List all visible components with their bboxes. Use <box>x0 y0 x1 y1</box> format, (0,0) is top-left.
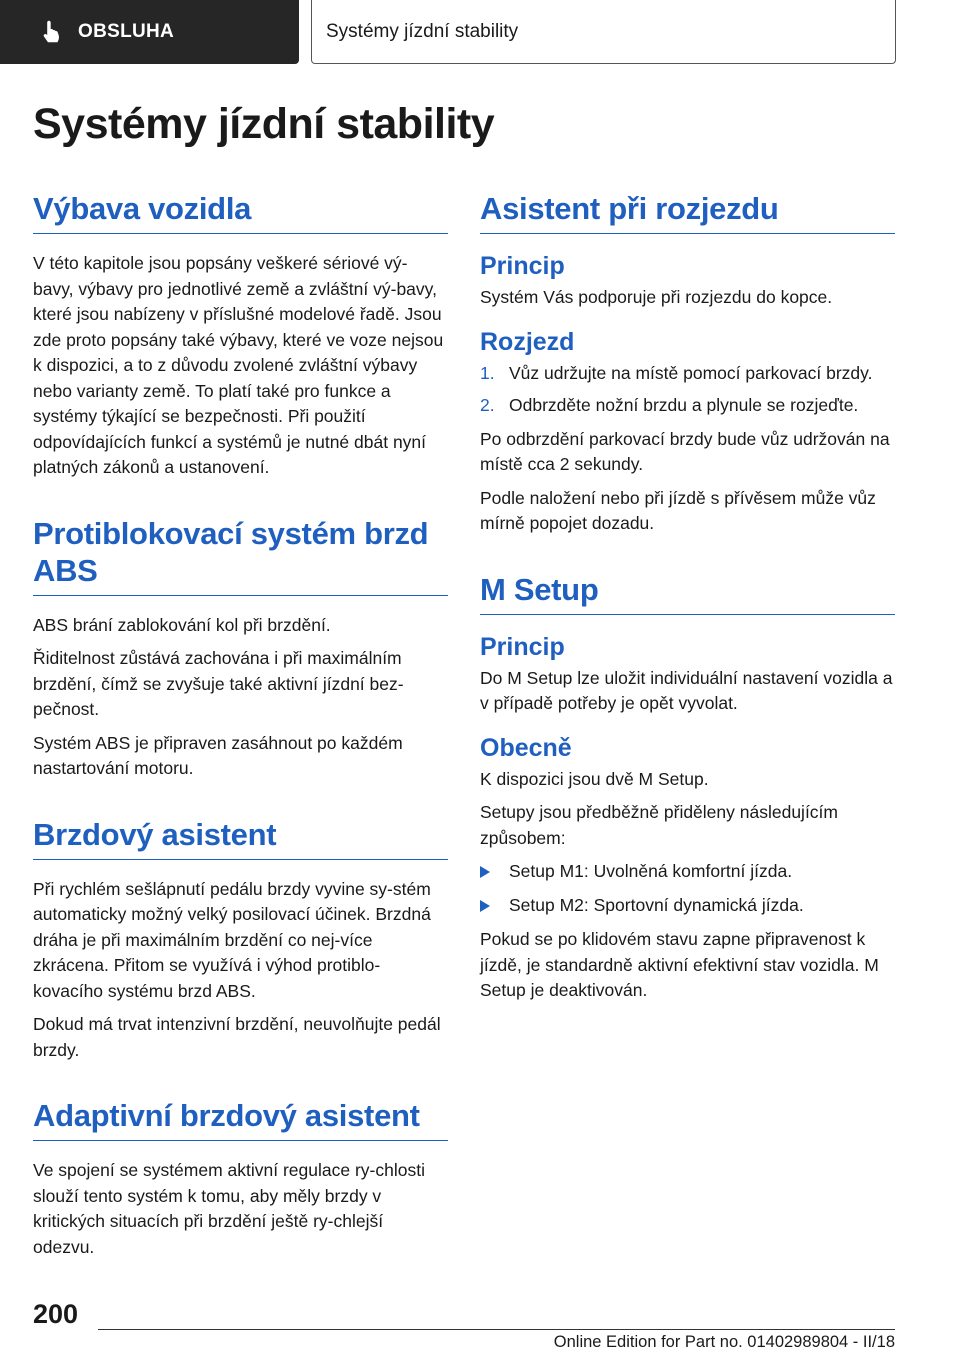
subsection-princip <box>480 251 895 311</box>
step-text: Odbrzděte nožní brzdu a plynule se rozjeďte. <box>509 395 859 415</box>
section-heading: M Setup <box>480 571 895 615</box>
bullet-text: Setup M2: Sportovní dynamická jízda. <box>509 894 804 915</box>
subsection-princip <box>480 632 895 717</box>
edition-text: Online Edition for Part no. 01402989804 - II/18 <box>553 1333 895 1351</box>
page-number: 200 <box>33 1299 79 1329</box>
bullet-text: Setup M1: Uvolněná komfortní jízda. <box>509 861 793 881</box>
subsection-heading: Princip <box>480 252 565 280</box>
triangle-bullet-icon <box>480 859 509 886</box>
section-heading: Adaptivní brzdový asistent <box>33 1097 448 1141</box>
paragraph: K dispozici jsou dvě M Setup. <box>480 768 709 789</box>
section-heading: Protiblokovací systém brzd ABS <box>33 515 448 596</box>
subsection-heading: Obecně <box>480 733 572 762</box>
subsection-heading: Princip <box>480 632 565 661</box>
paragraph: Dokud má trvat intenzivní brzdění, neuvolňujte pedál brzdy. <box>33 1014 441 1060</box>
paragraph: Při rychlém sešlápnutí pedálu brzdy vyvine sy-stém automaticky možný velký posilovací účinek. Brzdná dráha je při maximálním brzdění co nej-více zkrácena. Přitom se využívá i výhod protiblo-kovacího systému brzd ABS. <box>33 878 431 1001</box>
section-tab[interactable] <box>0 0 299 64</box>
hand-pointer-icon <box>38 19 64 45</box>
step-number: 2. <box>480 395 495 415</box>
paragraph: Systém Vás podporuje při rozjezdu do kopce. <box>480 287 833 307</box>
section-abs <box>33 515 448 782</box>
bullet-list <box>480 859 895 919</box>
chapter-label: Systémy jízdní stability <box>326 20 519 42</box>
paragraph: Do M Setup lze uložit individuální nastavení vozidla a v případě potřeby je opět vyvolat. <box>480 667 893 713</box>
section-m-setup <box>480 571 895 1004</box>
paragraph: Po odbrzdění parkovací brzdy bude vůz udržován na místě cca 2 sekundy. <box>480 428 890 474</box>
section-label: OBSLUHA <box>78 21 175 42</box>
paragraph: Pokud se po klidovém stavu zapne připravenost k jízdě, je standardně aktivní efektivní stav vozidla. M Setup je deaktivován. <box>480 929 879 1000</box>
section-heading: Brzdový asistent <box>33 816 448 860</box>
list-item <box>480 893 895 920</box>
right-column <box>480 190 895 1038</box>
subsection-obecne <box>480 733 895 1004</box>
paragraph: Podle naložení nebo při jízdě s přívěsem může vůz mírně popojet dozadu. <box>480 487 876 533</box>
section-asistent-rozjezd <box>480 190 895 537</box>
page-title: Systémy jízdní stability <box>33 100 495 148</box>
paragraph: Setupy jsou předběžně přiděleny následujícím způsobem: <box>480 802 838 848</box>
paragraph: Ve spojení se systémem aktivní regulace ry-chlosti slouží tento systém k tomu, aby měly brzdy v kritických situacích při brzdění ještě ry-chlejší odezvu. <box>33 1160 425 1257</box>
triangle-bullet-icon <box>480 893 509 920</box>
section-adaptivni-asistent <box>33 1097 448 1260</box>
list-item <box>480 859 895 886</box>
section-brzdovy-asistent <box>33 816 448 1064</box>
step-text: Vůz udržujte na místě pomocí parkovací brzdy. <box>509 362 873 383</box>
subsection-heading: Rozjezd <box>480 327 575 356</box>
paragraph: Systém ABS je připraven zasáhnout po každém nastartování motoru. <box>33 732 403 778</box>
step-number: 1. <box>480 362 495 383</box>
section-heading: Výbava vozidla <box>33 190 448 234</box>
footer-divider <box>98 1329 895 1330</box>
section-vybava <box>33 190 448 481</box>
step-list <box>480 361 895 419</box>
section-heading: Asistent při rozjezdu <box>480 190 895 234</box>
left-column <box>33 190 448 1294</box>
paragraph: ABS brání zablokování kol při brzdění. <box>33 614 331 635</box>
paragraph: V této kapitole jsou popsány veškeré sériové vý-bavy, výbavy pro jednotlivé země a zvláštní vý-bavy, které jsou nabízeny v příslušné modelové řadě. Jsou zde proto popsány také výbavy, které ve voze nejsou k dispozici, a to z důvodu zvolené zvláštní výbavy nebo varianty země. To platí také pro funkce a systémy týkající se bezpečnosti. Při použití odpovídajících funkcí a systémů je nutné dbát nyní platných zákonů a ustanovení. <box>33 253 444 477</box>
list-item <box>480 361 895 387</box>
list-item <box>480 393 895 419</box>
chapter-tab[interactable] <box>311 0 896 64</box>
subsection-rozjezd <box>480 327 895 537</box>
page-header <box>0 0 960 66</box>
paragraph: Řiditelnost zůstává zachována i při maximálním brzdění, čímž se zvyšuje také aktivní jízdní bez-pečnost. <box>33 648 404 719</box>
